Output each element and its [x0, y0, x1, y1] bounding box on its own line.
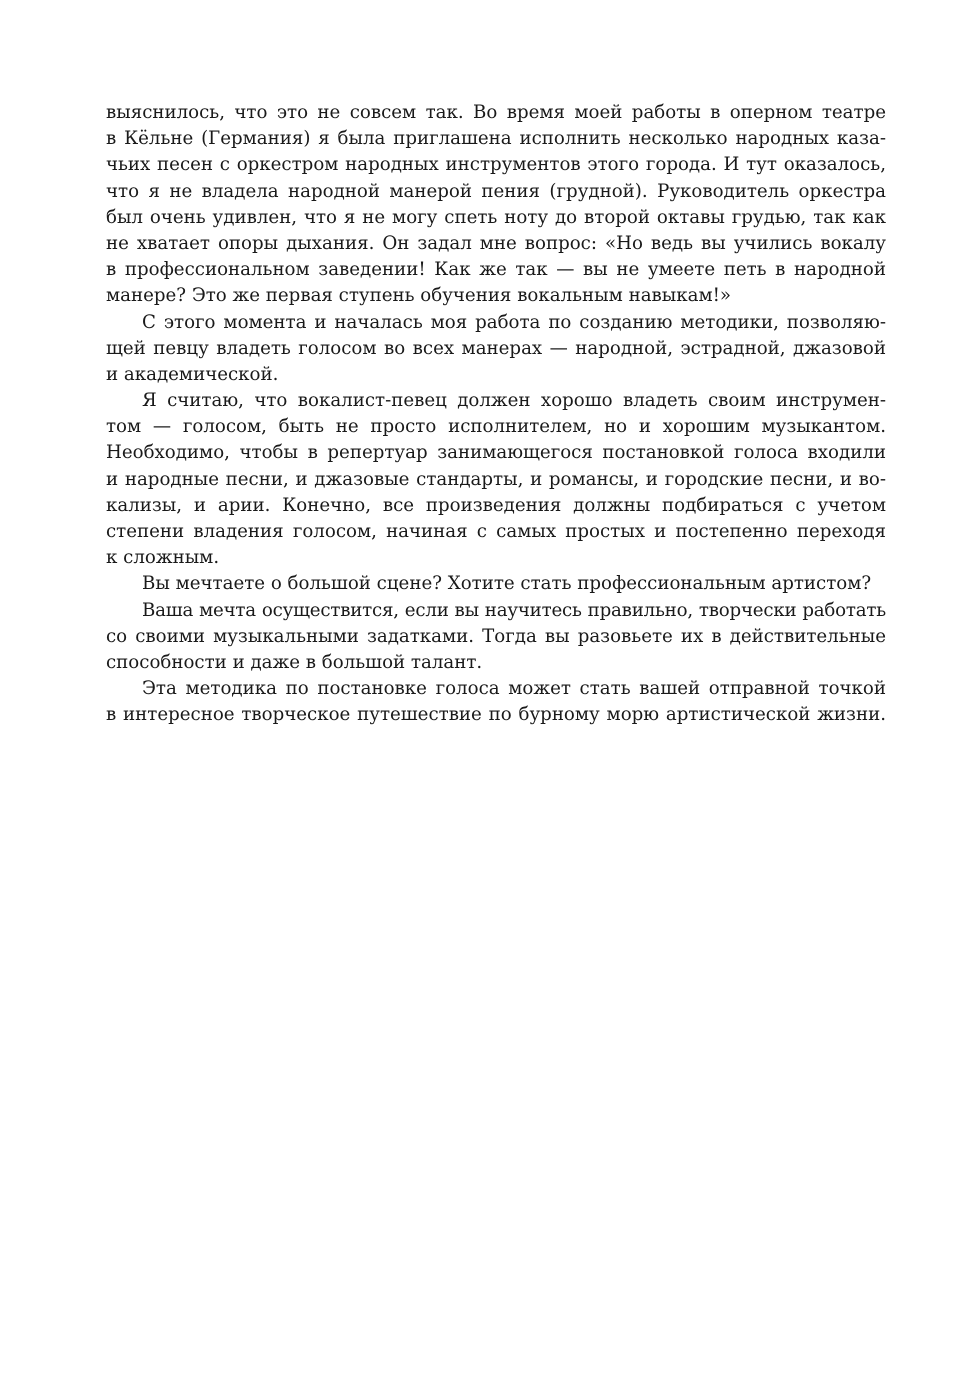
document-body: [106, 100, 886, 729]
text-line: и академической.: [106, 363, 279, 385]
text-line: том — голосом, быть не просто исполнителем, но и хорошим музыкантом.: [106, 416, 886, 438]
text-line: кализы, и арии. Конечно, все произведения должны подбираться с учетом: [106, 494, 886, 516]
text-line: что я не владела народной манерой пения (грудной). Руководитель оркестра: [106, 180, 886, 202]
text-line: в интересное творческое путешествие по бурному морю артистической жизни.: [106, 704, 886, 726]
text-line: Ваша мечта осуществится, если вы научитесь правильно, творчески работать: [142, 599, 886, 621]
text-line: Вы мечтаете о большой сцене? Хотите стать профессиональным артистом?: [142, 573, 872, 595]
text-line: Эта методика по постановке голоса может стать вашей отправной точкой: [142, 678, 886, 700]
text-line: выяснилось, что это не совсем так. Во время моей работы в оперном театре: [106, 102, 886, 123]
text-line: и народные песни, и джазовые стандарты, и романсы, и городские песни, и во-: [106, 468, 886, 490]
paragraph: [106, 310, 886, 389]
text-line: был очень удивлен, что я не могу спеть ноту до второй октавы грудью, так как: [106, 206, 886, 228]
text-line: Я считаю, что вокалист-певец должен хорошо владеть своим инструмен-: [142, 390, 886, 412]
text-line: к сложным.: [106, 547, 220, 569]
text-line: Необходимо, чтобы в репертуар занимающегося постановкой голоса входили: [106, 442, 886, 464]
paragraph: [106, 571, 886, 597]
text-line: со своими музыкальными задатками. Тогда вы разовьете их в действительные: [106, 625, 886, 647]
paragraph: [106, 676, 886, 728]
text-line: щей певцу владеть голосом во всех манерах — народной, эстрадной, джазовой: [106, 337, 886, 359]
paragraph: [106, 388, 886, 571]
text-line: не хватает опоры дыхания. Он задал мне вопрос: «Но ведь вы учились вокалу: [106, 232, 886, 254]
text-line: степени владения голосом, начиная с самых простых и постепенно переходя: [106, 521, 886, 542]
paragraph: [106, 100, 886, 310]
text-line: манере? Это же первая ступень обучения вокальным навыкам!»: [106, 285, 732, 307]
text-line: С этого момента и началась моя работа по созданию методики, позволяю-: [142, 311, 886, 333]
text-line: чьих песен с оркестром народных инструментов этого города. И тут оказалось,: [106, 154, 886, 176]
text-line: в Кёльне (Германия) я была приглашена исполнить несколько народных каза-: [106, 128, 886, 150]
paragraph: [106, 598, 886, 677]
text-line: в профессиональном заведении! Как же так — вы не умеете петь в народной: [106, 259, 886, 281]
text-line: способности и даже в большой талант.: [106, 651, 483, 673]
